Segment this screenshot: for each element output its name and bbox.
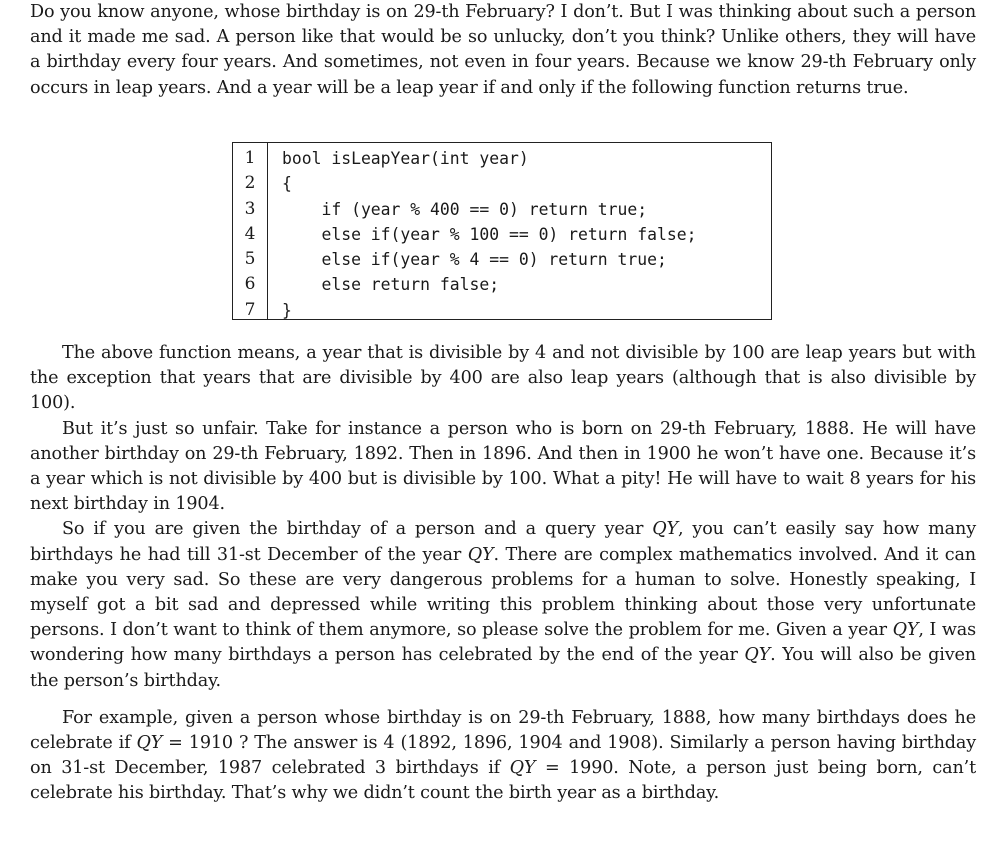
math-qy: QY xyxy=(509,758,536,779)
text-span: = 1910 ? The answer is 4 (1892, 1896, 1904 and 1908). Similarly a person having birthday on 31-st December, 1987 celebrated 3 birthdays if xyxy=(30,733,976,779)
code-line: else if(year % 100 == 0) return false; xyxy=(282,224,697,244)
text-span: . There are complex mathematics involved. And it can make you very sad. So these are very dangerous problems for a human to solve. Honestly speaking, I myself got a bit sad and depressed while writing this problem thinking about those very unfortunate persons. I don’t want to think of them anymore, so please solve the problem for me. Given a year xyxy=(30,544,976,641)
math-qy: QY xyxy=(136,733,163,754)
line-number: 7 xyxy=(244,299,256,320)
text-span: For example, given a person whose birthday is on 29-th February, 1888, how many birthdays does he celebrate if xyxy=(30,707,976,754)
code-line: else return false; xyxy=(282,275,500,295)
text-span: , I was wondering how many birthdays a person has celebrated by the end of the year xyxy=(30,620,976,666)
unfair-paragraph: But it’s just so unfair. Take for instance a person who is born on 29-th February, 1888. He will have another birthday on 29-th February, 1892. Then in 1896. And then in 1900 he won’t have one. Because it’s a year which is not divisible by 400 but is divisible by 100. What a pity! He will have to wait 8 years for his next birthday in 1904. xyxy=(30,418,976,515)
task-paragraph xyxy=(30,517,976,693)
math-qy: QY xyxy=(652,519,678,540)
code-line-numbers xyxy=(233,143,268,319)
text-span: = 1990. Note, a person just being born, can’t celebrate his birthday. That’s why we didn’t count the birth year as a birthday. xyxy=(30,758,977,804)
math-qy: QY xyxy=(892,620,919,641)
line-number: 5 xyxy=(244,249,256,270)
math-qy: QY xyxy=(744,645,771,666)
code-line: else if(year % 4 == 0) return true; xyxy=(282,250,667,270)
code-listing xyxy=(232,142,772,320)
line-number: 2 xyxy=(244,173,256,194)
intro-paragraph: Do you know anyone, whose birthday is on 29-th February? I don’t. But I was thinking about such a person and it made me sad. A person like that would be so unlucky, don’t you think? Unlike others, they will have a birthday every four years. And sometimes, not even in four years. Because we know 29-th February only occurs in leap years. And a year will be a leap year if and only if the following function returns true. xyxy=(30,2,976,98)
text-span: So if you are given the birthday of a person and a query year xyxy=(62,519,653,540)
line-number: 4 xyxy=(244,223,256,244)
math-qy: QY xyxy=(467,544,494,565)
text-span: , you can’t easily say how many birthdays he had till 31-st December of the year xyxy=(30,519,976,565)
code-line: { xyxy=(282,174,292,194)
text-span: . You will also be given the person’s birthday. xyxy=(30,645,976,691)
line-number: 1 xyxy=(244,148,256,168)
example-paragraph xyxy=(30,706,976,807)
problem-body xyxy=(30,341,976,807)
code-body xyxy=(268,143,771,319)
line-number: 6 xyxy=(244,274,256,295)
line-number: 3 xyxy=(244,198,256,219)
leap-rule-paragraph: The above function means, a year that is divisible by 4 and not divisible by 100 are leap years but with the exception that years that are divisible by 400 are also leap years (although that is also divisible by 100). xyxy=(30,343,976,414)
code-line: if (year % 400 == 0) return true; xyxy=(282,199,648,219)
code-line: bool isLeapYear(int year) xyxy=(282,149,529,168)
code-line: } xyxy=(282,300,292,320)
problem-statement xyxy=(30,0,976,101)
